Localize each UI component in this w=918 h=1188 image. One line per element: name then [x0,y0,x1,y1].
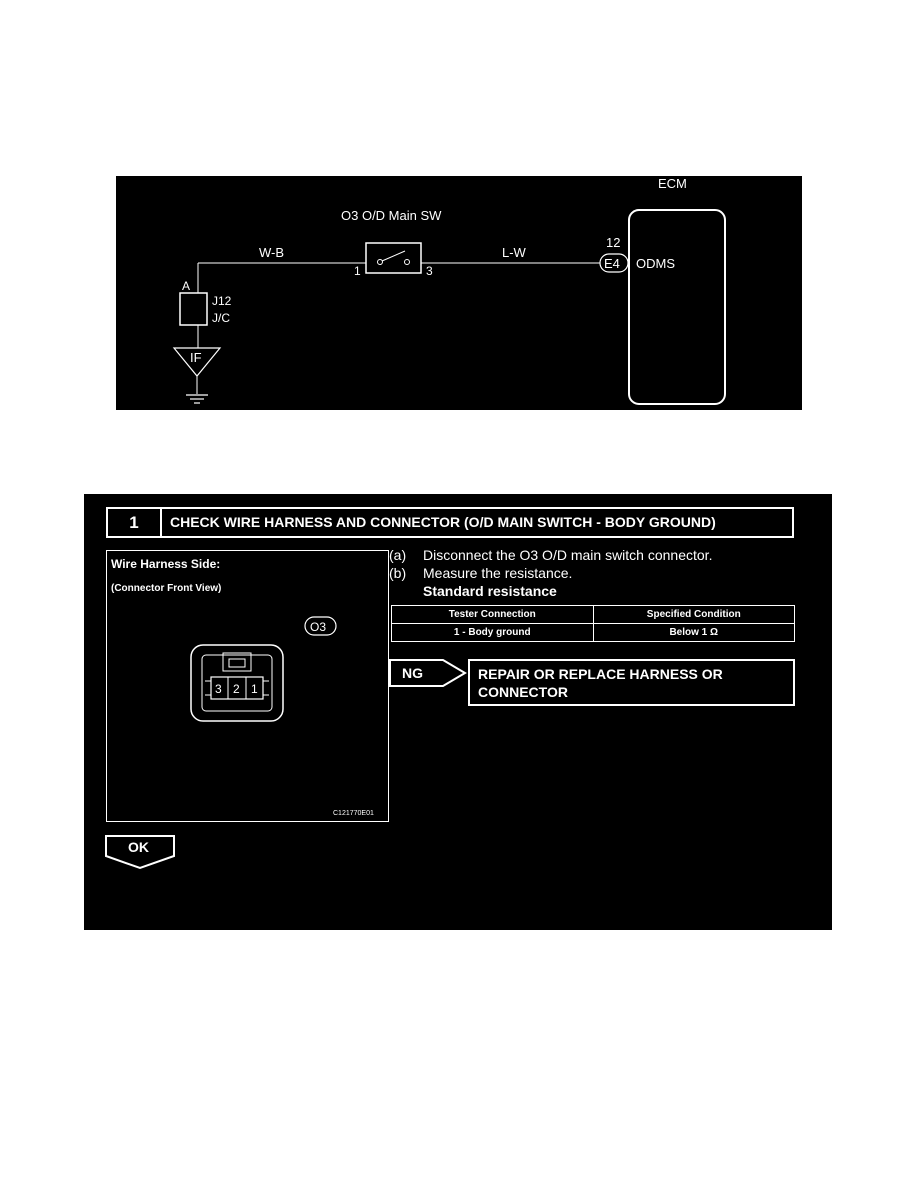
spec-table-header [392,606,795,624]
instruction-item [389,546,712,564]
ng-label: NG [402,665,423,681]
instruction-label: (a) [389,547,407,563]
connector-lock-latch [229,659,245,667]
table-row [392,624,795,642]
connector-view-panel [106,550,389,822]
switch-label: O3 O/D Main SW [341,208,442,223]
standard-resistance-label: Standard resistance [423,583,557,599]
circuit-svg [116,176,802,410]
instruction-list [389,546,712,600]
junction-connector [180,293,207,325]
ng-arrow [389,658,469,688]
switch-box [366,243,421,273]
spec-cell: Below 1 Ω [593,624,795,642]
connector-pin: 2 [233,682,240,696]
spec-header-cell: Tester Connection [392,606,594,624]
switch-pin-left: 1 [354,264,361,278]
connector-drawing [107,551,390,823]
ecm-terminal-name: ODMS [636,256,675,271]
instruction-label: (b) [389,565,407,581]
step-header [106,507,794,538]
junction-type: J/C [212,311,230,325]
ecm-box [629,210,725,404]
ground-label: IF [190,350,202,365]
switch-pin-right: 3 [426,264,433,278]
switch-contact-left [378,260,383,265]
figure-code: C121770E01 [333,810,374,817]
ecm-label: ECM [658,176,687,191]
connector-id: O3 [310,620,327,634]
connector-lock-tab [223,653,251,671]
circuit-diagram [116,176,802,410]
connector-pin: 3 [215,682,222,696]
ng-action-line: REPAIR OR REPLACE HARNESS OR [478,666,723,682]
spec-cell: 1 - Body ground [392,624,594,642]
junction-id: J12 [212,294,232,308]
wire-left-color: W-B [259,245,285,260]
instruction-item [389,564,712,582]
spec-header-cell: Specified Condition [593,606,795,624]
ecm-pin-number: 12 [606,235,621,250]
ok-label: OK [128,839,149,855]
ecm-connector-id: E4 [604,256,620,271]
step-title: CHECK WIRE HARNESS AND CONNECTOR (O/D MAIN SWITCH - BODY GROUND) [170,514,716,530]
instruction-text: Measure the resistance. [423,565,573,581]
inspection-step-panel [84,494,832,930]
wire-harness-side-heading: Wire Harness Side: [111,557,221,571]
wire-right-color: L-W [502,245,526,260]
ng-action-line: CONNECTOR [478,684,568,700]
junction-point-label: A [182,279,191,293]
connector-pin: 1 [251,682,258,696]
switch-blade [382,251,405,261]
step-number: 1 [108,509,162,536]
ok-arrow [104,834,178,870]
ng-action-box [468,659,795,706]
switch-contact-right [405,260,410,265]
instruction-text: Disconnect the O3 O/D main switch connector. [423,547,713,563]
connector-front-view-label: (Connector Front View) [111,583,222,594]
spec-table [391,605,795,642]
